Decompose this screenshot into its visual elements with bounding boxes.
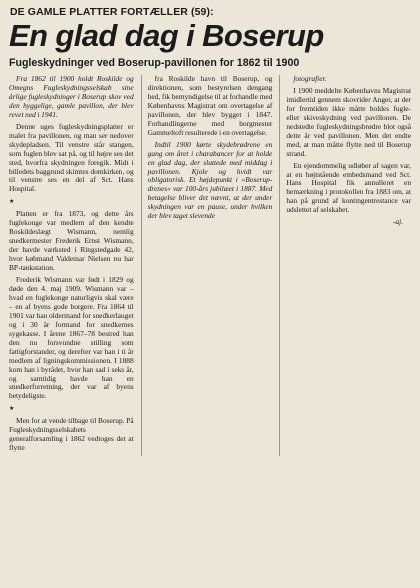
column-3 (279, 75, 411, 456)
paragraph: Denne uges fugleskydningsplatter er malet fra pavillonen, og man ser nedover skydepladsen. Til venstre står stangen, som fuglen blev sat på, og til højre ses det sted, hvorfra skydningen foregik. Midt i billedets baggrund skimtes domkirken, og til venstre ses en del af Sct. Hans Hospital. (9, 121, 134, 194)
subheadline: Fugleskydninger ved Boserup-pavillonen for 1862 til 1900 (9, 57, 300, 69)
column-1 (9, 75, 134, 456)
separator-star: ★ (9, 199, 15, 206)
headline: En glad dag i Boserup (9, 18, 324, 53)
paragraph: En ejendommelig udløber af sagen var, at en højtstående embedsmand ved Sct. Hans Hospital fik annulleret en bemærkning i protokollen fra 1883 om, at han på grund af kontingentrestance var udslettet af selskabet. (286, 160, 412, 215)
article-body (9, 75, 411, 456)
paragraph: Indtil 1900 kørte skydebrødrene en gang om året i charabancer for at holde en glad dag, der sluttede med middag i pavillonen. Kjole og hvidt var obligatorisk. Et højdepunkt i »Boserup-drenes« var 100-års jubilæet i 1887. Med betagelse bliver det nævnt, at der under skydningen var en pause, under hvilken der blev taget slevende (147, 139, 273, 221)
separator-star: ★ (9, 406, 15, 413)
column-2 (141, 75, 273, 456)
paragraph: Platten er fra 1873, og dette års fuglekonge var medlem af den kendte Roskildeslægt Wismann, nemlig snedkermester Frederik Ernst Wismann, der havde værksted i Ringstedgade 42, hvor købmand Valdemar Nielsen nu har BP-tankstation. (9, 209, 134, 273)
paragraph: fra Roskilde havn til Boserup, og direktionen, som bestyrelsen dengang hed, fik bemyndigelse til at forhandle med Københavns Magistrat om overtagelse af pavillonen, der blev bygget i 1847. Forhandlingerne med borgmester Gammeltoft resulterede i en overtagelse. (147, 74, 273, 137)
paragraph: Men for at vende tilbage til Boserup. På Fugleskydningsselskabets generalforsamling i 1862 vedtoges det at flytte (9, 416, 134, 453)
author-signature: -aj. (392, 217, 404, 227)
paragraph: fotografier. (293, 74, 327, 83)
paragraph: I 1900 meddelte Københavns Magistrat imidlertid gennem skovrider Anger, at der for fremtiden ikke måtte holdes fugle- eller skiveskydning ved pavillonen. De nedstedte fugleskydningsbrødre blot også dette år ved pavillonen. Men det endte med, at man måtte flytte ned til Boserup strand. (286, 85, 412, 158)
paragraph: Fra 1862 til 1900 holdt Roskilde og Omegns Fugleskydningsselskab sine årlige fugleskydninger i Boserup skov ved den hyggelige, gamle pavillon, der blev revet ned i 1941. (9, 74, 134, 119)
series-label: DE GAMLE PLATTER FORTÆLLER (59): (10, 6, 214, 18)
paragraph: Frederik Wismann var født i 1829 og døde den 4. maj 1909. Wismann var – hvad en fuglekonge naturligvis skal være – en af byens gode borgere. Fra 1864 til 1901 var han oldermand for snedkerlauget og i 30 år formand for snedkernes sygekasse. I årene 1867–78 bestred han den nu forsvundne stilling som fattigforstander, og derefter var han i ti år medlem af ligningskommissionen. I 1888 kom han i byrådet, hvor han sad i seks år, og samtidig havde han en snedkerforretning, der var af byens betydeligste. (9, 275, 134, 401)
